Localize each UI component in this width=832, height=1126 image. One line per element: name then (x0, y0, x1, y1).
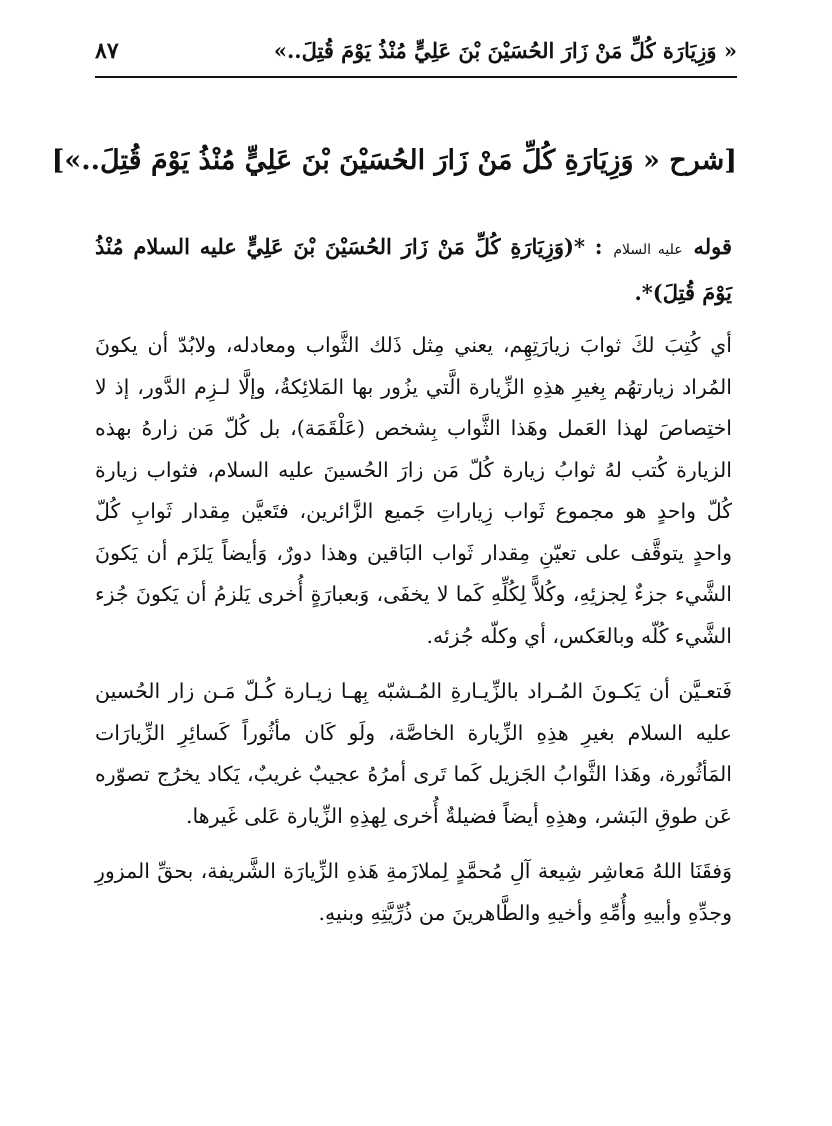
honorific-glyph: عليه السلام (613, 242, 683, 258)
paragraph: وَفقَنَا اللهُ مَعاشِر شِيعة آلِ مُحمَّدٍ لِملازَمةِ هَذهِ الزِّيارَة الشَّريفة، بحقِّ المزورِ وجدِّهِ وأبيهِ وأُمِّهِ وأخيهِ والطَّاهرينَ من ذُرِّيَّتِهِ وبنيهِ. (95, 859, 732, 925)
quote-prefix: قوله (693, 234, 733, 259)
header-divider (95, 76, 737, 78)
section-title: [شرح « وَزِيَارَةِ كُلِّ مَنْ زَارَ الحُسَيْنَ بْنَ عَلِيٍّ مُنْذُ يَوْمَ قُتِلَ..»] (51, 145, 737, 176)
body-text (95, 226, 732, 948)
quote-line (95, 226, 732, 313)
paragraph: أي كُتِبَ لكَ ثوابَ زيارَتِهِم، يعني مِثل ذَلك الثَّواب ومعادله، ولابُدّ أن يكونَ المُراد زيارتهُم بِغيرِ هذِهِ الزِّيارة الَّتي يزُور بها المَلائِكةُ، وإلَّا لـزِم الدَّور، إذ لا اختِصاصَ لهذا العَمل وهَذا الثَّواب بِشخص (عَلْقَمَة)، بل كُلّ مَن زارهُ بهذه الزيارة كُتب لهُ ثوابُ زيارة كُلّ مَن زارَ الحُسينَ عليه السلام، فثواب زيارة كُلّ واحدٍ هو مجموع ثَواب زِياراتِ جَميع الزَّائرين، فتَعيَّن مِقدار ثَوابِ كُلّ واحدٍ يتوقَّف على تعيّنِ مِقدار ثَواب البَاقين وهذا دورٌ، وَأيضاً يَلزَم أن يَكونَ الشَّيء جزءٌ لِجزئِهِ، وكُلاًّ لِكُلِّهِ كَما لا يخفَى، وَبعبارَةٍ أُخرى يَلزمُ أن يَكونَ جُزء الشَّيء كُلّه وبالعَكس، أي وكلّه جُزئه. (95, 333, 732, 648)
paragraph: فَتعـيَّن أن يَكـونَ المُـراد بالزِّيـارةِ المُـشبّه بِهـا زيـارة كُـلّ مَـن زار الحُسين عليه السلام بغيرِ هذِهِ الزِّيارة الخاصَّة، ولَو كَان مأثُوراً كَسائِرِ الزِّيارَات المَأثُورة، وهَذا الثَّوابُ الجَزيل كَما تَرى أمرُهُ عجيبٌ غريبٌ، يَكاد يخرُج تصوّره عَن طوقِ البَشر، وهذِهِ أيضاً فضيلةٌ أُخرى لِهذِهِ الزِّيارة عَلى غَيرها. (95, 679, 733, 828)
running-header (95, 34, 737, 74)
running-header-title: « وَزِيَارَة كُلِّ مَنْ زَارَ الحُسَيْنَ بْنَ عَلِيٍّ مُنْذُ يَوْمَ قُتِلَ..» (273, 38, 737, 63)
quote-text: : *(وَزِيَارَةِ كُلِّ مَنْ زَارَ الحُسَيْنَ بْنَ عَلِيٍّ عليه السلام مُنْذُ يَوْمَ قُتِلَ)*. (95, 234, 732, 305)
page-number: ٨٧ (95, 38, 119, 64)
